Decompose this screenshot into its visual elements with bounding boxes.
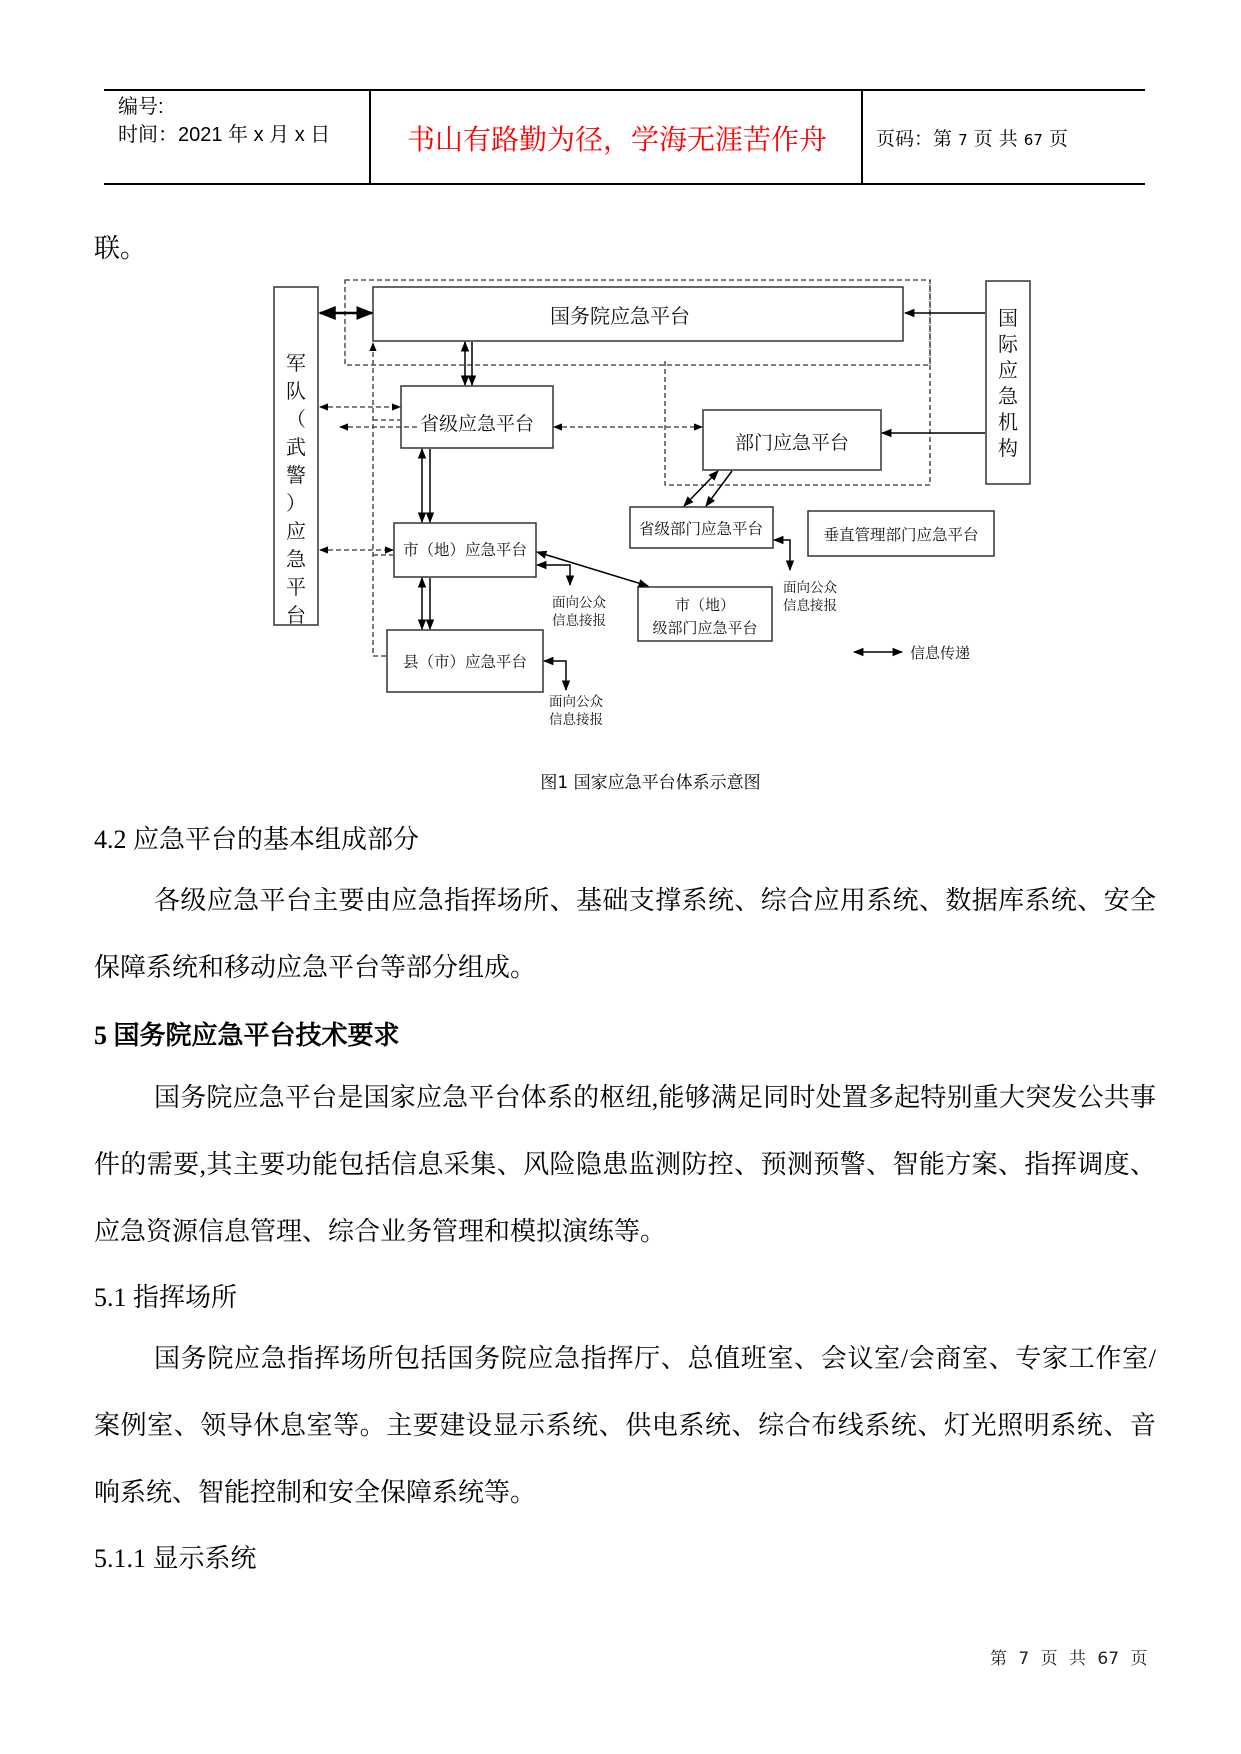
public-report-city-1: 面向公众 xyxy=(552,595,606,611)
public-report-city-2: 信息接报 xyxy=(552,613,606,629)
arrow-city-public xyxy=(537,565,570,585)
arrow-city-citydept xyxy=(537,552,648,586)
paragraph-4-2: 各级应急平台主要由应急指挥场所、基础支撑系统、综合应用系统、数据库系统、安全保障系统和移动应急平台等部分组成。 xyxy=(94,886,1156,982)
header-page-label: 页码：第 xyxy=(876,128,953,150)
label-military-char: 平 xyxy=(286,575,306,599)
label-vertical-department: 垂直管理部门应急平台 xyxy=(823,526,979,544)
platform-system-diagram xyxy=(0,0,1241,760)
label-international-char: 应 xyxy=(998,358,1018,382)
label-provincial: 省级应急平台 xyxy=(419,413,535,435)
label-international-char: 构 xyxy=(998,436,1018,460)
label-military-char: 警 xyxy=(286,463,306,487)
label-city-department-2: 级部门应急平台 xyxy=(652,619,758,637)
label-international-char: 急 xyxy=(998,384,1018,408)
public-report-provdept-2: 信息接报 xyxy=(783,598,837,614)
label-military-char: 急 xyxy=(286,547,306,571)
label-department: 部门应急平台 xyxy=(734,432,850,454)
lead-line: 联。 xyxy=(94,234,147,263)
header-page-suffix: 页 xyxy=(1048,128,1068,150)
public-report-provdept-1: 面向公众 xyxy=(783,580,837,596)
section-heading-5-1: 5.1 指挥场所 xyxy=(94,1283,238,1312)
label-city-department-1: 市（地） xyxy=(674,596,736,614)
label-military-char: 台 xyxy=(286,603,306,627)
label-international-char: 国 xyxy=(998,306,1018,330)
legend-label: 信息传递 xyxy=(910,644,971,662)
header-page-total: 67 xyxy=(1023,131,1043,149)
paragraph-5-1: 国务院应急指挥场所包括国务院应急指挥厅、总值班室、会议室/会商室、专家工作室/案例室、领导休息室等。主要建设显示系统、供电系统、综合布线系统、灯光照明系统、音响系统、智能控制和安全保障系统等。 xyxy=(94,1344,1156,1507)
label-military-char: 应 xyxy=(286,519,306,543)
dashed-county-state xyxy=(373,343,386,656)
section-heading-5: 5 国务院应急平台技术要求 xyxy=(94,1021,400,1050)
public-report-county-1: 面向公众 xyxy=(549,694,603,710)
public-report-county-2: 信息接报 xyxy=(549,712,603,728)
label-city: 市（地）应急平台 xyxy=(402,541,528,559)
label-international-char: 际 xyxy=(998,332,1018,356)
header-time-label: 时间：2021 年 x 月 x 日 xyxy=(118,124,331,146)
label-military-char: 武 xyxy=(286,435,306,459)
arrow-department-provdept-b xyxy=(706,471,732,506)
label-military-char: 队 xyxy=(286,379,306,403)
header-number-label: 编号: xyxy=(118,96,164,118)
section-heading-5-1-1: 5.1.1 显示系统 xyxy=(94,1544,257,1573)
header-page-mid: 页 共 xyxy=(973,128,1018,150)
header-motto: 书山有路勤为径，学海无涯苦作舟 xyxy=(406,123,827,156)
section-heading-4-2: 4.2 应急平台的基本组成部分 xyxy=(94,825,420,854)
arrow-provdept-public xyxy=(774,540,790,570)
arrow-department-provdept-a xyxy=(684,471,718,506)
label-military-char: 军 xyxy=(286,351,306,375)
label-provincial-department: 省级部门应急平台 xyxy=(638,520,764,538)
paragraph-5: 国务院应急平台是国家应急平台体系的枢纽,能够满足同时处置多起特别重大突发公共事件的需要,其主要功能包括信息采集、风险隐患监测防控、预测预警、智能方案、指挥调度、应急资源信息管理、综合业务管理和模拟演练等。 xyxy=(94,1083,1156,1246)
label-military-char: ） xyxy=(286,491,306,515)
header-page-current: 7 xyxy=(958,131,968,149)
arrow-county-public xyxy=(544,661,566,690)
label-state-council: 国务院应急平台 xyxy=(550,304,690,328)
figure-caption: 图1 国家应急平台体系示意图 xyxy=(540,773,761,793)
label-international-char: 机 xyxy=(998,410,1018,434)
label-military-char: （ xyxy=(286,407,306,431)
label-county: 县（市）应急平台 xyxy=(402,653,528,671)
page-footer: 第 7 页 共 67 页 xyxy=(990,1649,1148,1669)
